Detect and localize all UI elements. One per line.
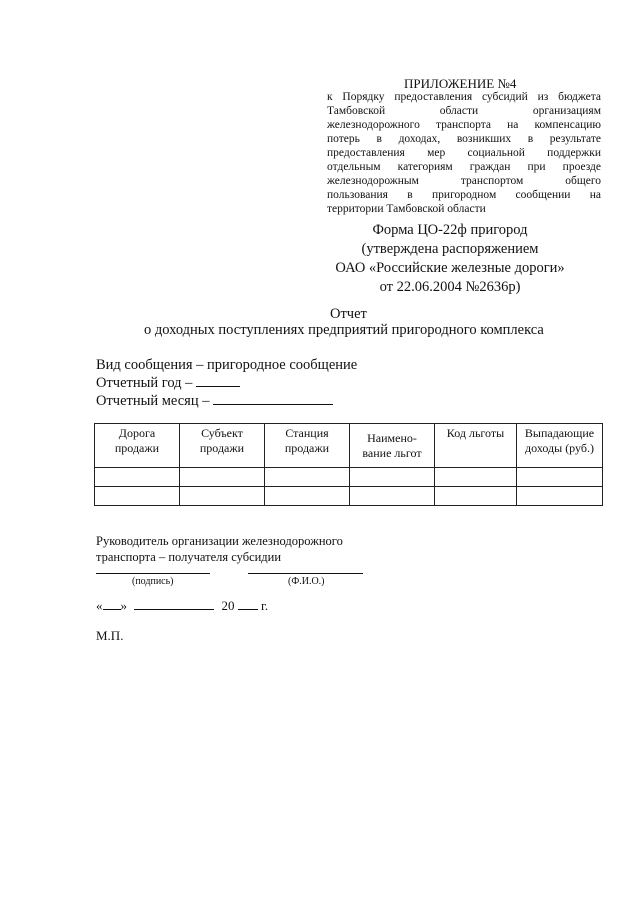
signer-line: Руководитель организации железнодорожного [96,534,343,548]
column-header: Дорога продажи [95,424,180,468]
table-cell[interactable] [180,468,265,487]
form-approval: (утверждена распоряжением [361,241,539,257]
appendix-line: потерь в доходах, возникших в результате [327,133,601,145]
report-table [94,423,603,506]
message-type: Вид сообщения – пригородное сообщение [96,357,358,373]
column-header: Станция продажи [265,424,350,468]
table-cell[interactable] [517,468,603,487]
signature-field[interactable] [96,573,210,574]
report-params [96,356,357,410]
appendix-title: ПРИЛОЖЕНИЕ №4 [404,76,517,91]
report-year-field[interactable] [196,374,240,387]
table-cell[interactable] [435,487,517,506]
date-open-quote: « [96,598,103,613]
appendix-line: Тамбовской области организациям [327,105,601,117]
year-suffix: г. [261,598,269,613]
year-field[interactable] [238,597,258,610]
table-row [95,487,603,506]
full-name-field[interactable] [248,573,363,574]
signature-caption: (подпись) [132,576,174,587]
table-cell[interactable] [95,487,180,506]
table-cell[interactable] [350,468,435,487]
signer-line: транспорта – получателя субсидии [96,550,282,564]
year-prefix: 20 [221,598,235,613]
month-field[interactable] [134,597,214,610]
table-cell[interactable] [180,487,265,506]
report-month-label: Отчетный месяц – [96,393,210,409]
report-year-row [96,374,357,392]
table-cell[interactable] [350,487,435,506]
stamp-place: М.П. [96,628,124,643]
column-header: Код льготы [435,424,517,468]
table-header-row [95,424,603,468]
table-cell[interactable] [435,468,517,487]
report-title: Отчет [330,306,367,322]
day-field[interactable] [103,597,121,610]
table-cell[interactable] [265,468,350,487]
appendix-line: отдельным категориям граждан при проезде [327,161,601,173]
table-row [95,468,603,487]
appendix-line: предоставления мер социальной поддержки [327,147,601,159]
signer-title [96,533,343,565]
appendix-line: железнодорожного транспорта на компенсацию [327,119,601,131]
form-info [300,221,600,297]
report-year-label: Отчетный год – [96,375,193,391]
report-subtitle: о доходных поступлениях предприятий пригородного комплекса [144,322,544,338]
column-header: Субъект продажи [180,424,265,468]
table-cell[interactable] [265,487,350,506]
column-header: Наимено- вание льгот [350,424,435,468]
appendix-description [327,90,601,216]
form-issuer: ОАО «Российские железные дороги» [335,260,565,276]
appendix-line: железнодорожным транспортом общего [327,175,601,187]
table-cell[interactable] [517,487,603,506]
appendix-line: пользования в пригородном сообщении на [327,189,601,201]
form-name: Форма ЦО-22ф пригород [372,222,528,238]
appendix-line: к Порядку предоставления субсидий из бюджета [327,91,601,103]
date-line [96,597,268,614]
appendix-line: территории Тамбовской области [327,203,486,215]
full-name-caption: (Ф.И.О.) [288,576,325,587]
report-month-row [96,392,357,410]
date-close-quote: » [120,598,127,613]
column-header: Выпадающие доходы (руб.) [517,424,603,468]
form-decree: от 22.06.2004 №2636р) [379,279,521,295]
report-month-field[interactable] [213,392,333,405]
table-cell[interactable] [95,468,180,487]
